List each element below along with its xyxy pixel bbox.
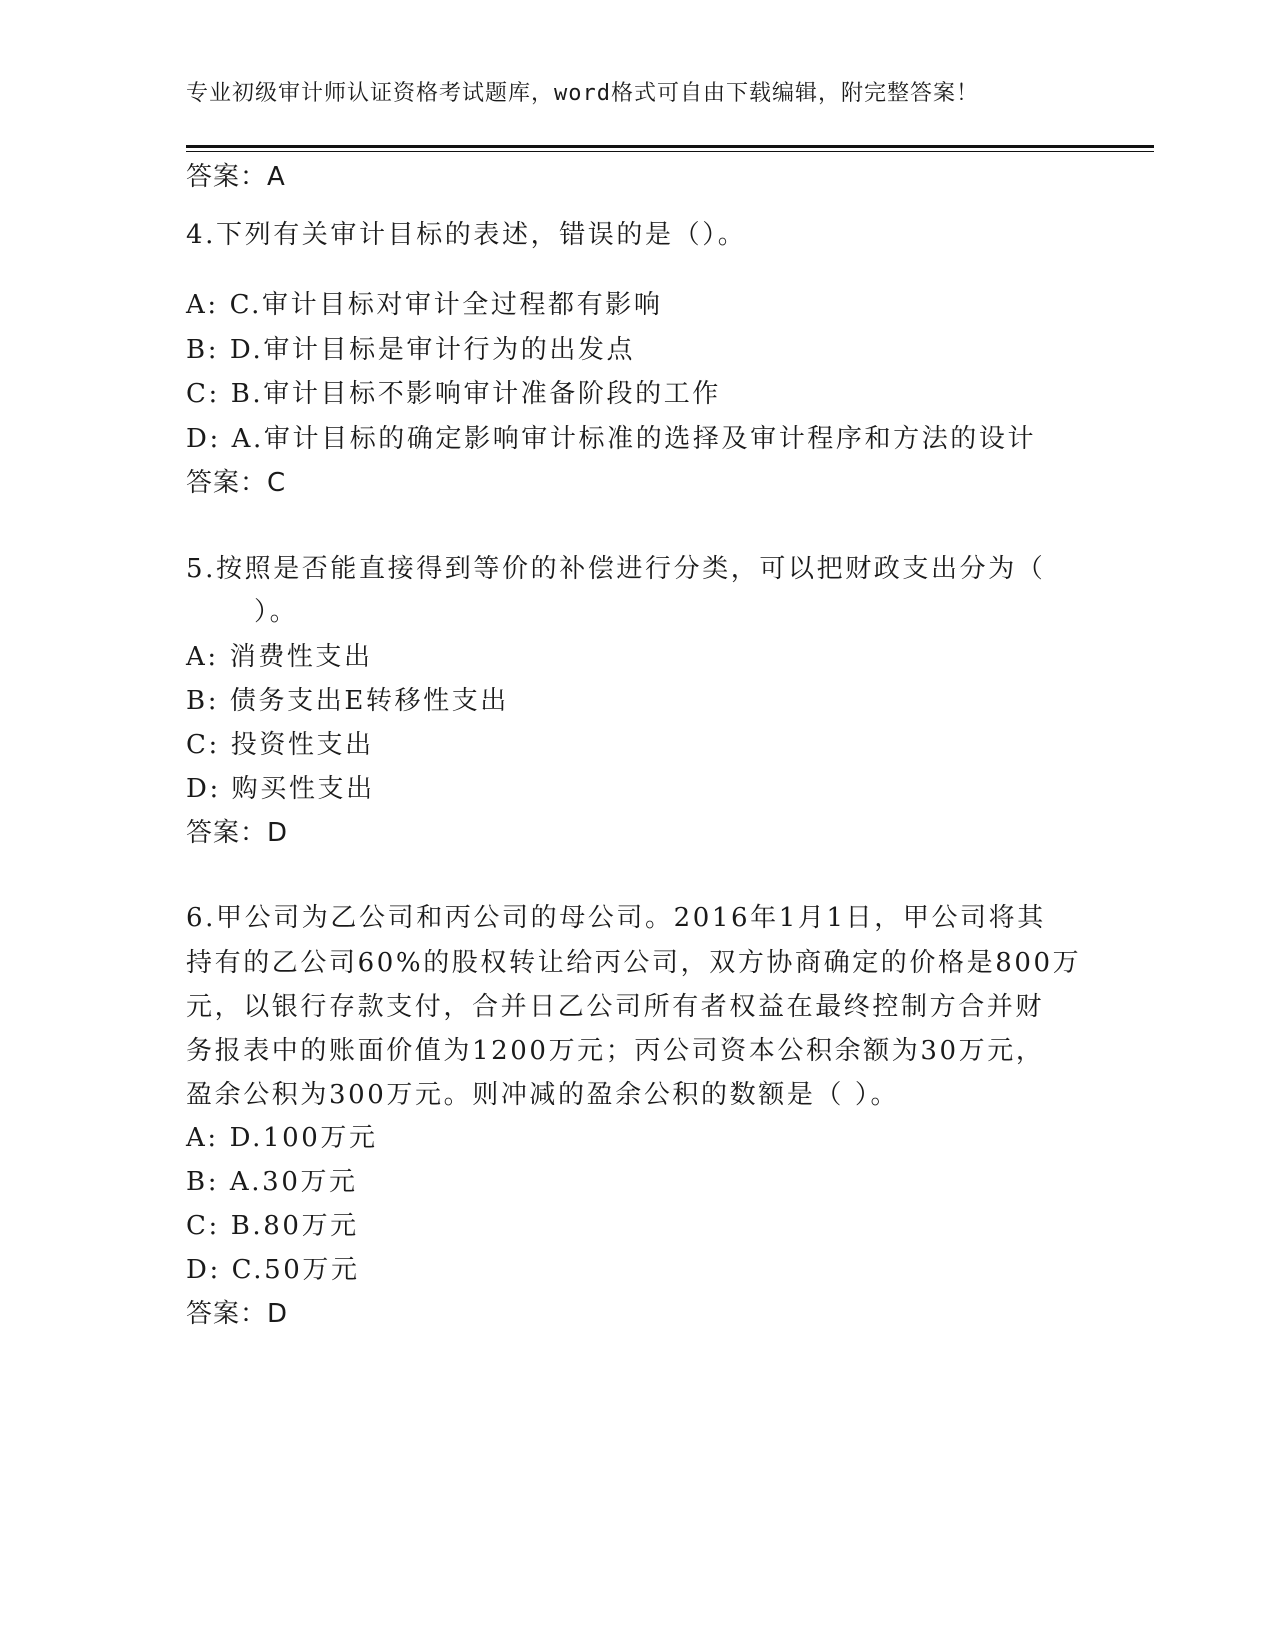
question-5-option-a: A: 消费性支出 bbox=[186, 642, 373, 672]
question-6-stem-line-2: 持有的乙公司60%的股权转让给丙公司，双方协商确定的价格是800万 bbox=[186, 948, 1082, 978]
question-4-option-d: D: A.审计目标的确定影响审计标准的选择及审计程序和方法的设计 bbox=[186, 424, 1037, 454]
question-6-answer: 答案：D bbox=[186, 1299, 289, 1329]
question-6-option-a: A: D.100万元 bbox=[186, 1123, 378, 1153]
question-4-option-b: B: D.审计目标是审计行为的出发点 bbox=[186, 335, 636, 365]
question-4-option-a: A: C.审计目标对审计全过程都有影响 bbox=[186, 290, 663, 320]
question-6-option-d: D: C.50万元 bbox=[186, 1255, 360, 1285]
header-divider-thin bbox=[186, 151, 1154, 152]
question-6-option-c: C: B.80万元 bbox=[186, 1211, 359, 1241]
question-6-option-b: B: A.30万元 bbox=[186, 1167, 358, 1197]
question-5-stem-line-2: ）。 bbox=[254, 597, 299, 627]
header-divider-thick bbox=[186, 145, 1154, 148]
question-4-option-c: C: B.审计目标不影响审计准备阶段的工作 bbox=[186, 379, 721, 409]
question-5-option-b: B: 债务支出E转移性支出 bbox=[186, 686, 509, 716]
question-5-option-c: C: 投资性支出 bbox=[186, 730, 374, 760]
answer-prev: 答案：A bbox=[186, 162, 286, 192]
question-6-stem-line-4: 务报表中的账面价值为1200万元；丙公司资本公积余额为30万元， bbox=[186, 1036, 1045, 1066]
question-5-stem-line-1: 5.按照是否能直接得到等价的补偿进行分类，可以把财政支出分为（ bbox=[186, 554, 1046, 584]
question-5-answer: 答案：D bbox=[186, 818, 289, 848]
question-4-stem: 4.下列有关审计目标的表述，错误的是（）。 bbox=[186, 220, 747, 250]
question-6-stem-line-5: 盈余公积为300万元。则冲减的盈余公积的数额是（ ）。 bbox=[186, 1080, 900, 1110]
question-6-stem-line-1: 6.甲公司为乙公司和丙公司的母公司。2016年1月1日，甲公司将其 bbox=[186, 903, 1046, 933]
page-header: 专业初级审计师认证资格考试题库，word格式可自由下载编辑，附完整答案！ bbox=[186, 81, 979, 106]
question-4-answer: 答案：C bbox=[186, 468, 287, 498]
question-6-stem-line-3: 元，以银行存款支付，合并日乙公司所有者权益在最终控制方合并财 bbox=[186, 992, 1045, 1022]
question-5-option-d: D: 购买性支出 bbox=[186, 774, 375, 804]
